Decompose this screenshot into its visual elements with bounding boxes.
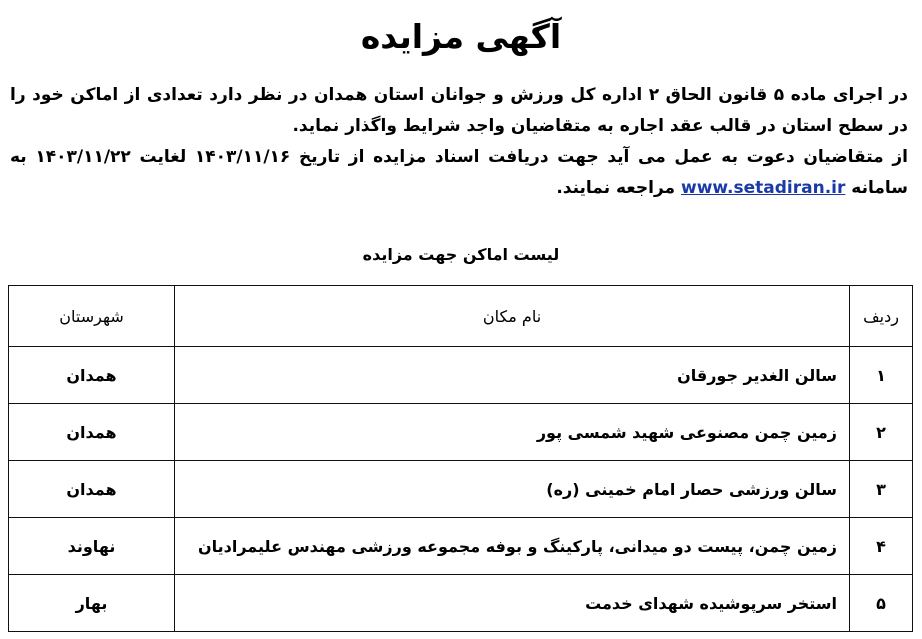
table-header-row [9, 286, 913, 347]
row-index: ۵ [850, 575, 913, 632]
table-row [9, 404, 913, 461]
notice-paragraph-1: در اجرای ماده ۵ قانون الحاق ۲ اداره کل ورزش و جوانان استان همدان در نظر دارد تعدادی از اماکن خود را در سطح استان در قالب عقد اجاره به متقاضیان واجد شرایط واگذار نماید. [10, 85, 908, 136]
list-title: لیست اماکن جهت مزایده [362, 245, 560, 264]
row-index: ۴ [850, 518, 913, 575]
row-index: ۱ [850, 347, 913, 404]
row-name: زمین چمن، پیست دو میدانی، پارکینگ و بوفه مجموعه ورزشی مهندس علیمرادیان [175, 518, 850, 575]
row-name: سالن ورزشی حصار امام خمینی (ره) [175, 461, 850, 518]
header-city: شهرستان [9, 286, 175, 347]
row-name: استخر سرپوشیده شهدای خدمت [175, 575, 850, 632]
notice-body [10, 80, 908, 204]
notice-paragraph-2-text: از متقاضیان دعوت به عمل می آید جهت دریافت اسناد مزایده از تاریخ ۱۴۰۳/۱۱/۱۶ لغایت ۱۴۰۳/۱۱/۲۲ به سامانه [10, 147, 908, 198]
notice-title: آگهی مزایده [360, 17, 562, 56]
table-row [9, 575, 913, 632]
table-row [9, 518, 913, 575]
header-name: نام مکان [175, 286, 850, 347]
row-name: زمین چمن مصنوعی شهید شمسی پور [175, 404, 850, 461]
row-city: همدان [9, 461, 175, 518]
venues-table [8, 285, 913, 632]
row-name: سالن الغدیر جورقان [175, 347, 850, 404]
row-city: همدان [9, 404, 175, 461]
header-index: ردیف [850, 286, 913, 347]
table-row [9, 461, 913, 518]
row-index: ۳ [850, 461, 913, 518]
notice-paragraph-2-end: مراجعه نمایند. [556, 178, 676, 198]
row-city: همدان [9, 347, 175, 404]
row-city: بهار [9, 575, 175, 632]
notice-paragraph-2 [10, 142, 908, 204]
table-row [9, 347, 913, 404]
row-city: نهاوند [9, 518, 175, 575]
setadiran-link[interactable]: www.setadiran.ir [681, 178, 846, 198]
row-index: ۲ [850, 404, 913, 461]
